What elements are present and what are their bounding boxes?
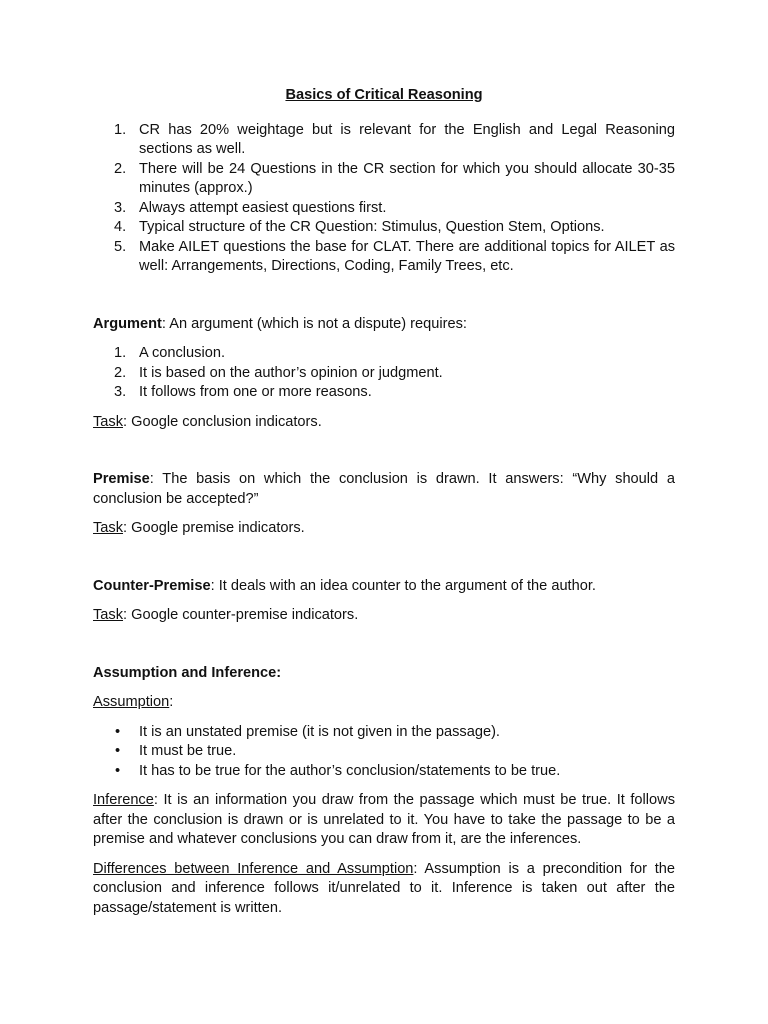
list-number: 2. <box>114 364 127 381</box>
assumption-inference-heading: Assumption and Inference: <box>93 664 282 681</box>
spacer <box>93 596 675 606</box>
differences-label: Differences between Inference and Assumption <box>93 860 414 877</box>
list-item <box>93 199 675 219</box>
list-item <box>93 160 675 199</box>
bullet-icon: • <box>115 762 121 779</box>
list-number: 5. <box>114 238 127 255</box>
bullet-icon: • <box>115 723 121 740</box>
counter-premise-definition-text: : It deals with an idea counter to the argument of the author. <box>210 577 596 594</box>
task-text: : Google premise indicators. <box>123 520 305 536</box>
argument-term: Argument <box>93 315 162 332</box>
bullet-text: It must be true. <box>139 743 237 759</box>
task-text: : Google counter-premise indicators. <box>123 607 359 623</box>
bullet-item <box>93 723 675 743</box>
task-label: Task <box>93 413 124 430</box>
list-item-text: Typical structure of the CR Question: Stimulus, Question Stem, Options. <box>139 219 605 235</box>
list-item-text: CR has 20% weightage but is relevant for the English and Legal Reasoning sections as well. <box>139 121 675 157</box>
spacer <box>93 403 675 413</box>
list-item-text: Make AILET questions the base for CLAT. There are additional topics for AILET as well: Arrangements, Directions, Coding, Family Trees, etc. <box>139 238 675 274</box>
assumption-colon: : <box>169 694 174 710</box>
inference-label: Inference <box>93 792 154 808</box>
task-text: : Google conclusion indicators. <box>123 413 322 430</box>
list-item <box>93 344 675 364</box>
list-item-text: Always attempt easiest questions first. <box>139 199 387 216</box>
premise-task <box>93 519 675 539</box>
spacer <box>93 850 675 860</box>
inference-paragraph <box>93 791 675 850</box>
list-item <box>93 238 675 277</box>
bullet-item <box>93 742 675 762</box>
task-label: Task <box>93 607 124 623</box>
counter-premise-definition <box>93 577 675 597</box>
assumption-label-line <box>93 693 675 713</box>
premise-definition-text: : The basis on which the conclusion is drawn. It answers: “Why should a conclusion be accepted?” <box>93 471 675 507</box>
spacer <box>93 626 675 664</box>
list-item <box>93 364 675 384</box>
list-number: 3. <box>114 384 127 400</box>
counter-premise-term: Counter-Premise <box>93 577 211 594</box>
list-item-text: It is based on the author’s opinion or judgment. <box>139 364 443 381</box>
bullet-text: It is an unstated premise (it is not given in the passage). <box>139 723 500 740</box>
bullet-item <box>93 762 675 782</box>
argument-list <box>93 344 675 403</box>
counter-premise-task <box>93 606 675 626</box>
spacer <box>93 539 675 577</box>
spacer <box>93 683 675 693</box>
list-item-text: It follows from one or more reasons. <box>139 384 372 400</box>
list-item <box>93 218 675 238</box>
spacer <box>93 432 675 470</box>
list-number: 3. <box>114 199 127 216</box>
argument-definition-text: : An argument (which is not a dispute) requires: <box>161 315 467 332</box>
differences-paragraph <box>93 860 675 919</box>
list-number: 4. <box>114 219 127 235</box>
argument-definition <box>93 315 675 335</box>
list-number: 1. <box>114 345 127 361</box>
inference-text: : It is an information you draw from the passage which must be true. It follows after the conclusion is drawn or is unrelated to it. You have to take the passage to be a premise and whatever conclusions you can draw from it, are the inferences. <box>93 792 675 847</box>
assumption-bullets <box>93 723 675 782</box>
page-title: Basics of Critical Reasoning <box>285 87 483 103</box>
spacer <box>93 509 675 519</box>
list-item <box>93 121 675 160</box>
bullet-icon: • <box>115 743 121 759</box>
intro-list <box>93 121 675 277</box>
task-label: Task <box>93 520 124 536</box>
spacer <box>93 713 675 723</box>
list-item <box>93 383 675 403</box>
bullet-text: It has to be true for the author’s conclusion/statements to be true. <box>139 762 561 779</box>
differences-text: : Assumption is a precondition for the conclusion and inference follows it/unrelated to it. Inference is taken out after the passage/statement is written. <box>93 860 675 916</box>
list-number: 2. <box>114 160 127 177</box>
list-number: 1. <box>114 121 127 138</box>
argument-task <box>93 413 675 433</box>
spacer <box>93 277 675 315</box>
list-item-text: A conclusion. <box>139 345 225 361</box>
spacer <box>93 334 675 344</box>
spacer <box>93 781 675 791</box>
premise-term: Premise <box>93 471 150 487</box>
premise-definition <box>93 470 675 509</box>
assumption-label: Assumption <box>93 694 170 710</box>
list-item-text: There will be 24 Questions in the CR section for which you should allocate 30-35 minutes (approx.) <box>139 160 675 196</box>
